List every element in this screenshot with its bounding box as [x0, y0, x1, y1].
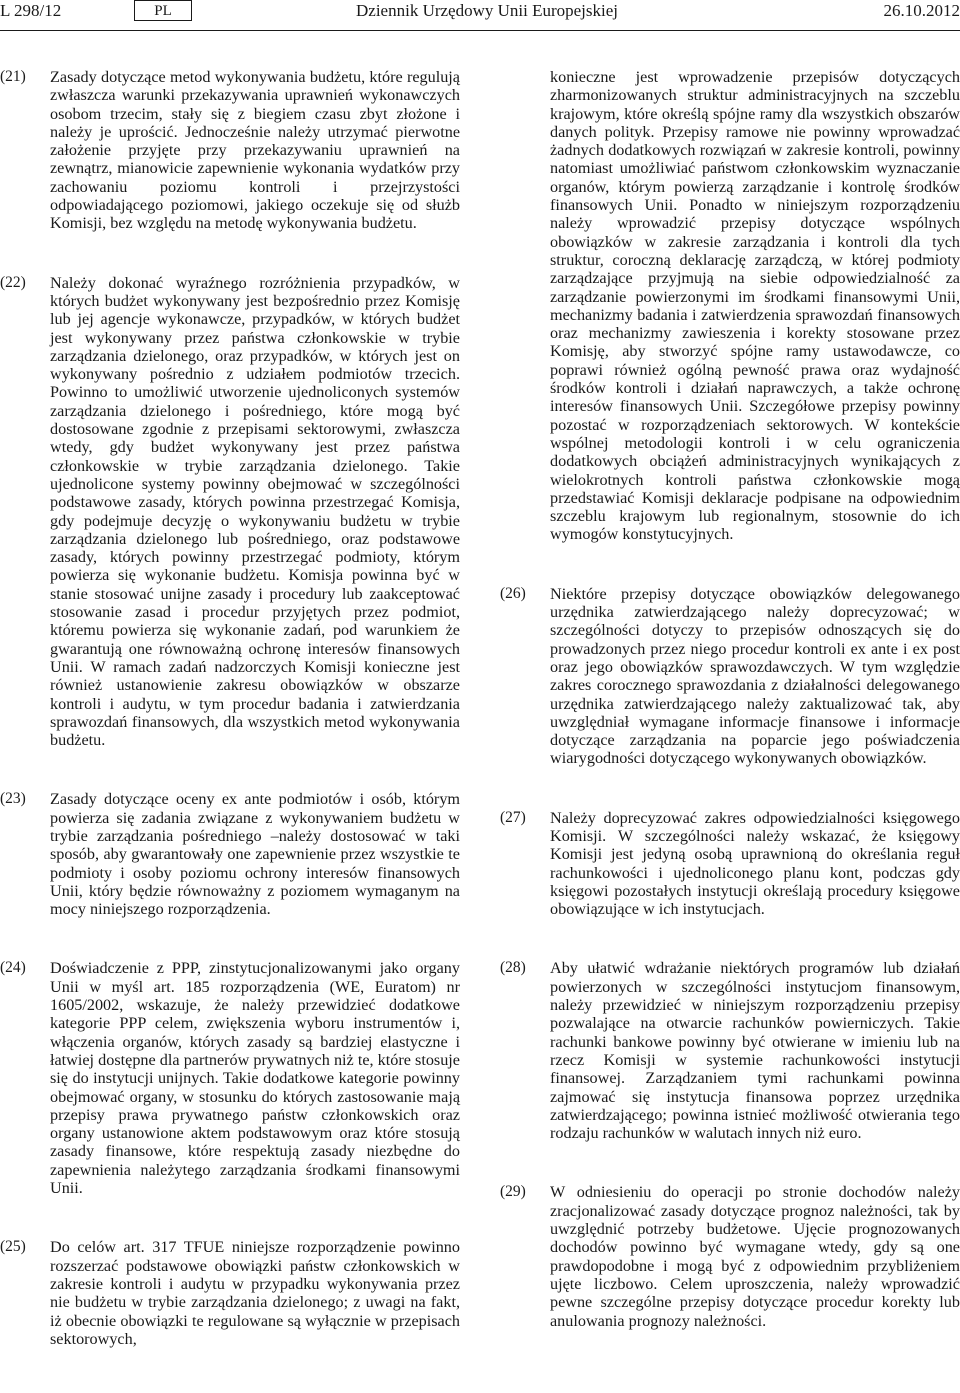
recital-number: (29) — [500, 1183, 526, 1201]
recital-number: (22) — [0, 273, 26, 291]
recital-number: (23) — [0, 790, 26, 808]
recital-number: (27) — [500, 808, 526, 826]
header-divider — [0, 30, 960, 31]
recital-text: Aby ułatwić wdrażanie niektórych programów lub działań powierzonych w szczególności instytucjom finansowym, należy przewidzieć w niniejszym rozporządzeniu przepisy pozwalające na otwarcie rachunków powierniczych. Takie rachunki bankowe powinny być otwierane w imieniu lub na rzecz Komisji w systemie rachunkowości instytucji finansowej. Zarządzaniem tymi rachunkami powinna zajmować się instytucja finansowa poprzez urzędnika zatwierdzającego; powinna istnieć możliwość otwierania tego rodzaju rachunków w walutach innych niż euro. — [550, 959, 960, 1143]
recital-number: (28) — [500, 959, 526, 977]
page-reference: L 298/12 — [0, 1, 62, 20]
recital-text: Do celów art. 317 TFUE niniejsze rozporządzenie powinno rozszerzać podstawowe obowiązki państw członkowskich w zakresie kontroli i audytu w przypadku wykonywania przez nie budżetu w trybie zarządzania dzielonego; z uwagi na fakt, iż obecnie obowiązki te regulowane są wyłącznie w przepisach sektorowych, — [50, 1238, 460, 1348]
recital-text: Zasady dotyczące oceny ex ante podmiotów i osób, którym powierza się zadania związane z wykonywaniem budżetu w trybie zarządzania pośredniego –należy dostosować w taki sposób, aby gwarantowały one zapewnienie przez wszystkie te podmioty i osoby poziomu ochrony interesów finansowych Unii, który będzie równoważny z poziomem wymaganym na mocy niniejszego rozporządzenia. — [50, 790, 460, 919]
recital-24 — [0, 959, 460, 1197]
recital-text: Doświadczenie z PPP, zinstytucjonalizowanymi jako organy Unii w myśl art. 185 rozporządzenia (WE, Euratom) nr 1605/2002, wskazuje, że należy przewidzieć dodatkowe kategorie PPP celem, zwiększenia wyboru instrumentów i, włączenia organów, których zasady są bardziej elastyczne i łatwiej dostępne dla partnerów prywatnych niż te, które stosuje się do instytucji unijnych. Takie dodatkowe kategorie powinny obejmować organy, w stosunku do których zastosowanie mają przepisy prawa prywatnego państw członkowskich oraz organy ustanowione aktem podstawowym oraz które stosują zasady finansowe, które respektują zasady niezbędne do zapewnienia należytego zarządzania środkami finansowymi Unii. — [50, 959, 460, 1198]
recital-text: Niektóre przepisy dotyczące obowiązków delegowanego urzędnika zatwierdzającego należy doprecyzować; w szczególności dotyczy to przepisów odnoszących się do prowadzonych przez niego procedur kontroli ex ante i ex post oraz jego obowiązków sprawozdawczych. W tym względzie zakres corocznego sprawozdania z działalności delegowanego urzędnika zatwierdzającego należy zaktualizować tak, aby uwzględniał wymagane informacje finansowe i informacje dotyczące zarządzania na poparcie jego poświadczenia wiarygodności dotyczącego wykonywanych obowiązków. — [550, 584, 960, 768]
recital-text: W odniesieniu do operacji po stronie dochodów należy zracjonalizować zasady dotyczące prognoz należności, tak by uwzględnić potrzeby budżetowe. Ujęcie prognozowanych dochodów powinno być wymagane wtedy, gdy są one prawdopodobne i mogą być z odpowiednim przybliżeniem ujęte liczbowo. Celem uproszczenia, należy wprowadzić pewne szczególne przepisy dotyczące procedur korekty lub anulowania prognozy należności. — [550, 1183, 960, 1330]
page-header — [0, 0, 960, 44]
recital-28 — [500, 959, 960, 1142]
recital-27 — [500, 809, 960, 919]
recital-text: Należy doprecyzować zakres odpowiedzialności księgowego Komisji. W szczególności należy wskazać, że księgowy Komisji jest jedyną osobą uprawnioną do określania reguł rachunkowości i ujednoliconego planu kont, podczas gdy księgowi pozostałych instytucji określają procedury księgowe obowiązujące w ich instytucjach. — [550, 808, 960, 919]
recital-number: (25) — [0, 1238, 26, 1256]
recital-text: Zasady dotyczące metod wykonywania budżetu, które regulują zwłaszcza warunki przekazywania uprawnień wykonawczych osobom trzecim, stały się z biegiem czasu zbyt złożone i należy je uprościć. Jednocześnie należy utrzymać pierwotne założenie przyjęte przy przekazywaniu uprawnień na zewnątrz, mianowicie zapewnienie wykonania wydatków przy zachowaniu poziomu kontroli i przejrzystości odpowiadającego poziomowi, jakiego oczekuje się od służb Komisji, bez względu na metodę wykonywania budżetu. — [50, 68, 460, 233]
recital-25 — [0, 1238, 460, 1348]
recital-25-continuation — [500, 68, 960, 544]
recital-23 — [0, 790, 460, 918]
language-badge: PL — [134, 0, 192, 21]
left-column — [0, 68, 460, 1348]
recital-number: (21) — [0, 68, 26, 85]
journal-title: Dziennik Urzędowy Unii Europejskiej — [356, 1, 619, 20]
publication-date: 26.10.2012 — [883, 1, 960, 20]
recital-26 — [500, 585, 960, 768]
recital-22 — [0, 274, 460, 750]
right-column — [500, 68, 960, 1371]
recital-29 — [500, 1183, 960, 1329]
recital-21 — [0, 68, 460, 233]
recital-text: Należy dokonać wyraźnego rozróżnienia przypadków, w których budżet wykonywany jest bezpośrednio przez Komisję lub jej agencje wykonawcze, przypadków, w których budżet jest wykonywany przez państwa członkowskie w trybie zarządzania dzielonego, oraz przypadków, w których jest on wykonywany pośrednio z udziałem podmiotów trzecich. Powinno to umożliwić utworzenie ujednoliconych systemów zarządzania dzielonego i pośredniego, które mogą być dostosowane zgodnie z przepisami sektorowymi, zwłaszcza wtedy, gdy budżet wykonywany jest przez państwa członkowskie w trybie zarządzania dzielonego. Takie ujednolicone systemy powinny obejmować w szczególności podstawowe zasady, których powinna przestrzegać Komisja, gdy podejmuje decyzję o wykonywaniu budżetu w trybie zarządzania dzielonego lub pośredniego, oraz podstawowe zasady, których powinny przestrzegać podmioty, którym powierza się wykonanie budżetu. Komisja powinna być w stanie stosować unijne zasady i procedury lub zaakceptować stosowanie zasad i procedur przyjętych przez podmiot, któremu powierza się wykonanie zadań, pod warunkiem że gwarantują one równoważną ochronę interesów finansowych Unii. W ramach zadań nadzorczych Komisji konieczne jest również ustanowienie zakresu obowiązków w obszarze kontroli i audytu, w tym procedur badania i zatwierdzania sprawozdań finansowych, dla wszystkich metod wykonywania budżetu. — [50, 273, 460, 750]
recital-text: konieczne jest wprowadzenie przepisów dotyczących zharmonizowanych struktur administracyjnych na szczeblu krajowym, które określą spójne ramy dla wszystkich obszarów danych polityk. Przepisy ramowe nie powinny wprowadzać żadnych dodatkowych rozwiązań w zakresie kontroli, powinny natomiast umożliwiać państwom członkowskim wyznaczanie organów, którym powierzą zarządzanie i kontrolę środków finansowych Unii. Ponadto w niniejszym rozporządzeniu należy wprowadzić przepisy dotyczące wspólnych obowiązków w zakresie zarządzania i kontroli dla tych struktur, coroczną deklarację zarządczą, w której podmioty zarządzające przyjmują na siebie odpowiedzialność za zarządzanie powierzonymi im środkami finansowymi Unii, mechanizmy badania i zatwierdzenia sprawozdań finansowych oraz mechanizmy zawieszenia i korekty stosowane przez Komisję, aby stworzyć spójne ramy ustawodawcze, co poprawi również ogólną pewność prawa oraz wydajność środków kontroli i działań naprawczych, a także ochronę interesów finansowych Unii. Szczegółowe przepisy powinny pozostać w rozporządzeniach sektorowych. W kontekście wspólnej metodologii kontroli i w celu ograniczenia dodatkowych obciążeń administracyjnych wynikających z wielokrotnych kontroli państwa członkowskie mogą przedstawiać Komisji deklaracje podpisane na odpowiednim szczeblu krajowym lub regionalnym, stosownie do ich wymogów konstytucyjnych. — [550, 68, 960, 544]
recital-number: (26) — [500, 584, 526, 602]
recital-number: (24) — [0, 959, 26, 977]
